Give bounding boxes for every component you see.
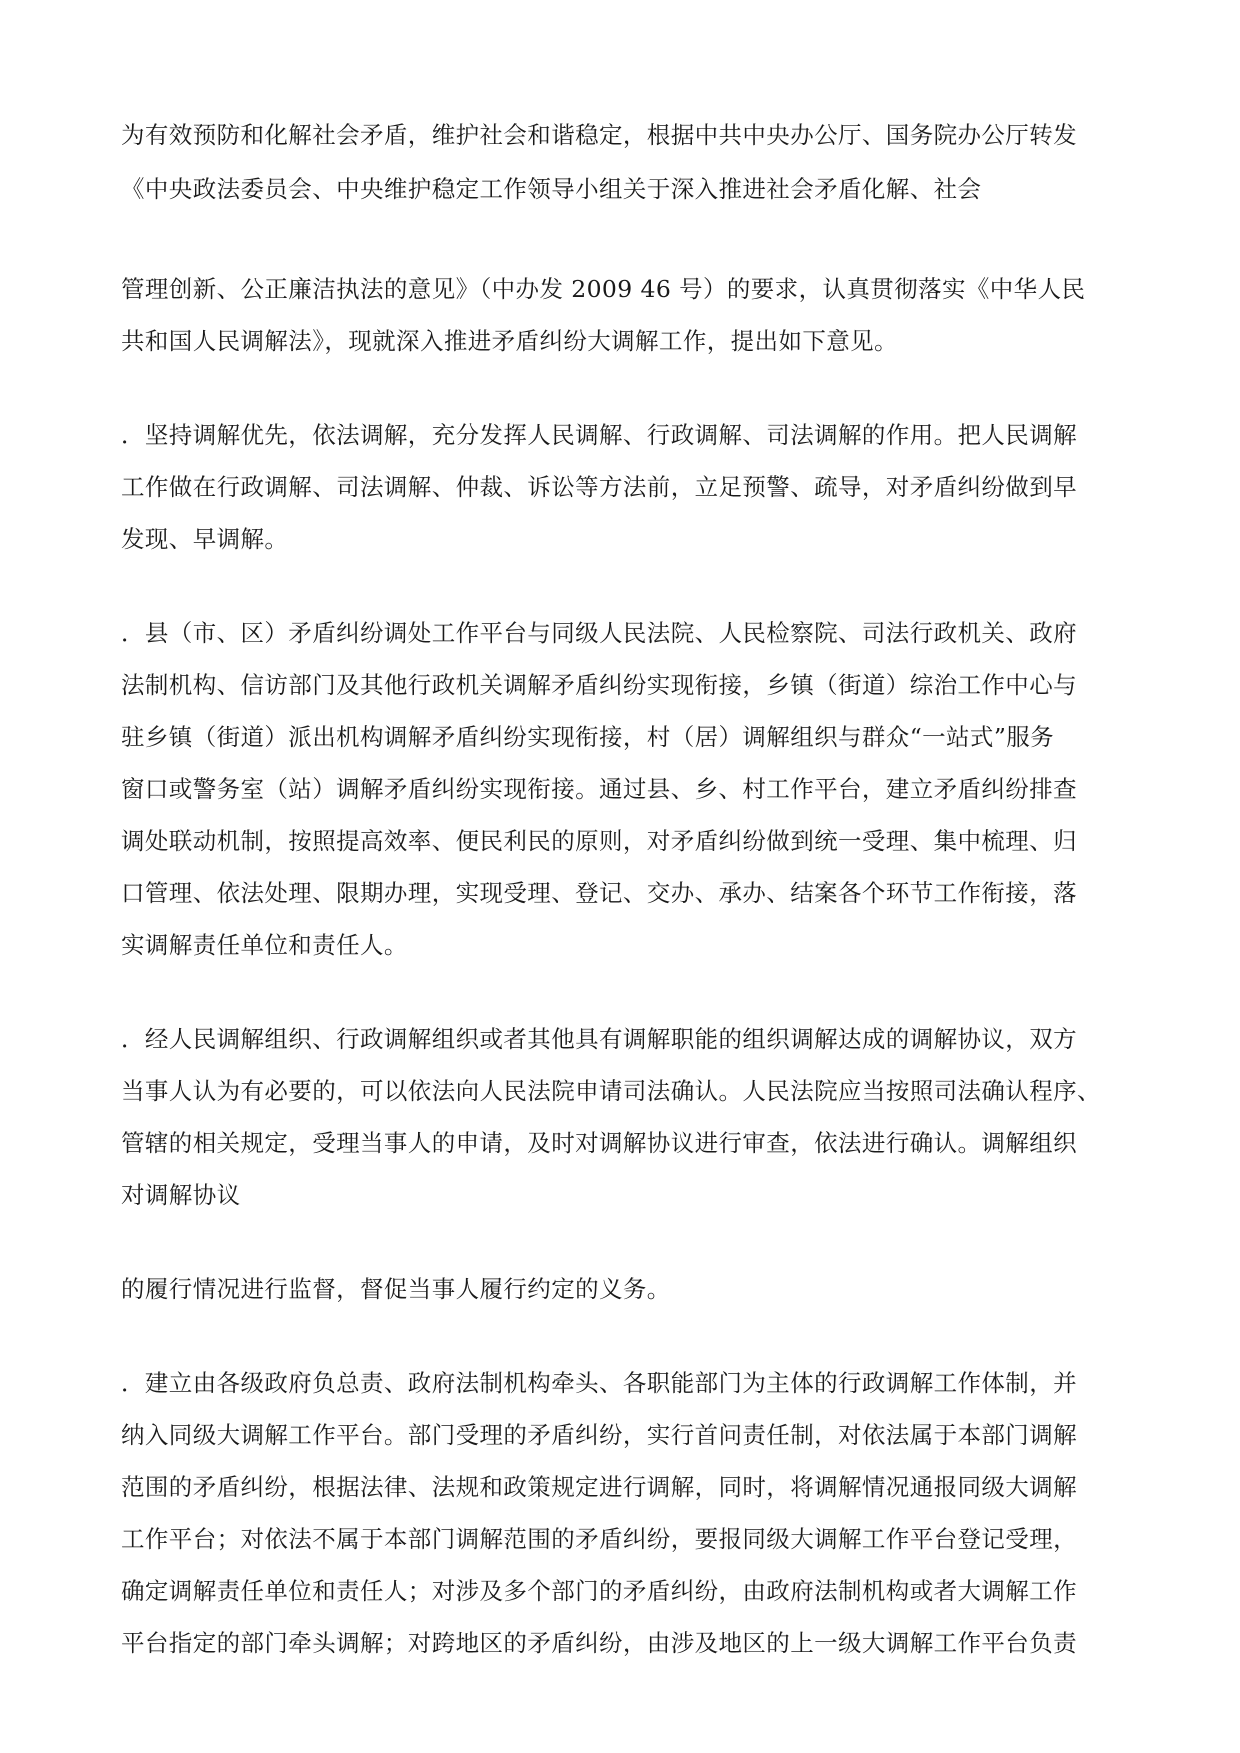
text-line: 驻乡镇（街道）派出机构调解矛盾纠纷实现衔接，村（居）调解组织与群众“一站式”服务 [121,723,1055,751]
text-line: 调处联动机制，按照提高效率、便民利民的原则，对矛盾纠纷做到统一受理、集中梳理、归 [121,827,1077,855]
text-line: 工作做在行政调解、司法调解、仲裁、诉讼等方法前，立足预警、疏导，对矛盾纠纷做到早 [121,473,1077,501]
text-line: 对调解协议 [121,1181,241,1209]
text-line: ．坚持调解优先，依法调解，充分发挥人民调解、行政调解、司法调解的作用。把人民调解 [121,421,1077,449]
text-line: 平台指定的部门牵头调解；对跨地区的矛盾纠纷，由涉及地区的上一级大调解工作平台负责 [121,1629,1077,1657]
text-line: 共和国人民调解法》，现就深入推进矛盾纠纷大调解工作，提出如下意见。 [121,327,898,355]
text-line: 当事人认为有必要的，可以依法向人民法院申请司法确认。人民法院应当按照司法确认程序、 [121,1077,1101,1105]
text-line: 管理创新、公正廉洁执法的意见》（中办发 2009 46 号）的要求，认真贯彻落实《中华人民 [121,275,1086,303]
text-line: 口管理、依法处理、限期办理，实现受理、登记、交办、承办、结案各个环节工作衔接，落 [121,879,1077,907]
text-line: 纳入同级大调解工作平台。部门受理的矛盾纠纷，实行首问责任制，对依法属于本部门调解 [121,1421,1077,1449]
text-line: 的履行情况进行监督，督促当事人履行约定的义务。 [121,1275,671,1303]
text-line: 确定调解责任单位和责任人；对涉及多个部门的矛盾纠纷，由政府法制机构或者大调解工作 [121,1577,1077,1605]
text-line: ．建立由各级政府负总责、政府法制机构牵头、各职能部门为主体的行政调解工作体制，并 [121,1369,1077,1397]
text-line: 管辖的相关规定，受理当事人的申请，及时对调解协议进行审查，依法进行确认。调解组织 [121,1129,1077,1157]
text-line: 《中央政法委员会、中央维护稳定工作领导小组关于深入推进社会矛盾化解、社会 [121,175,982,203]
text-line: 工作平台；对依法不属于本部门调解范围的矛盾纠纷，要报同级大调解工作平台登记受理， [121,1525,1077,1553]
text-line: ．经人民调解组织、行政调解组织或者其他具有调解职能的组织调解达成的调解协议，双方 [121,1025,1077,1053]
text-line: 范围的矛盾纠纷，根据法律、法规和政策规定进行调解，同时，将调解情况通报同级大调解 [121,1473,1077,1501]
text-line: 实调解责任单位和责任人。 [121,931,408,959]
text-line: 为有效预防和化解社会矛盾，维护社会和谐稳定，根据中共中央办公厅、国务院办公厅转发 [121,121,1077,149]
text-line: 发现、早调解。 [121,525,289,553]
text-line: 窗口或警务室（站）调解矛盾纠纷实现衔接。通过县、乡、村工作平台，建立矛盾纠纷排查 [121,775,1077,803]
text-line: ．县（市、区）矛盾纠纷调处工作平台与同级人民法院、人民检察院、司法行政机关、政府 [121,619,1077,647]
text-line: 法制机构、信访部门及其他行政机关调解矛盾纠纷实现衔接，乡镇（街道）综治工作中心与 [121,671,1077,699]
